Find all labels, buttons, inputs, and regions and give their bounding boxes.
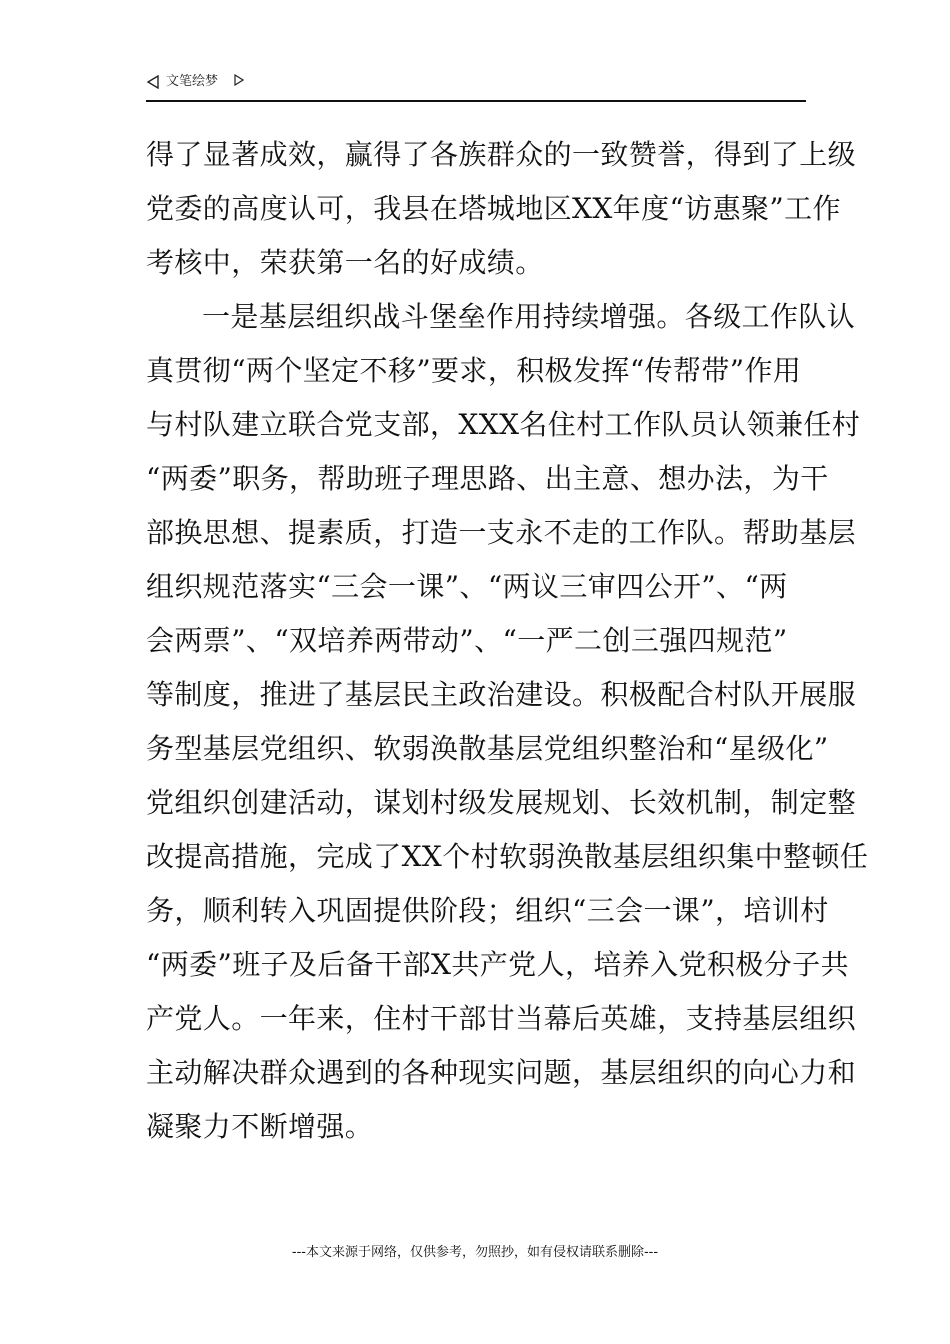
body-line: 部换思想、提素质，打造一支永不走的工作队。帮助基层 [146,516,857,549]
body-line: 党组织创建活动，谋划村级发展规划、长效机制，制定整 [146,786,857,819]
right-triangle-icon [234,74,244,86]
body-line: 真贯彻“两个坚定不移”要求，积极发挥“传帮带”作用 [146,354,802,387]
header-title: 文笔绘梦 [166,74,219,89]
body-line: 务型基层党组织、软弱涣散基层党组织整治和“星级化” [146,732,829,765]
body-line: 等制度，推进了基层民主政治建设。积极配合村队开展服 [146,678,857,711]
left-triangle-icon [146,75,160,89]
body-line: 党委的高度认可，我县在塔城地区XX年度“访惠聚”工作 [146,192,841,225]
body-line: 得了显著成效，赢得了各族群众的一致赞誉，得到了上级 [146,138,857,171]
body-line: 凝聚力不断增强。 [146,1110,374,1143]
body-line: 主动解决群众遇到的各种现实问题，基层组织的向心力和 [146,1056,857,1089]
body-line: 与村队建立联合党支部，XXX名住村工作队员认领兼任村 [146,408,861,441]
body-line: “两委”班子及后备干部X共产党人，培养入党积极分子共 [146,948,849,981]
paragraph-first-line: 一是基层组织战斗堡垒作用持续增强。各级工作队认 [202,300,856,333]
document-body [146,128,869,1154]
body-line: 考核中，荣获第一名的好成绩。 [146,246,544,279]
body-line: 会两票”、“双培养两带动”、“一严二创三强四规范” [146,624,788,657]
page-header [146,68,806,102]
footer-disclaimer: ---本文来源于网络，仅供参考，勿照抄，如有侵权请联系删除--- [291,1245,659,1260]
body-line: 组织规范落实“三会一课”、“两议三审四公开”、“两 [146,570,788,603]
body-line: 产党人。一年来，住村干部甘当幕后英雄，支持基层组织 [146,1002,857,1035]
body-line: “两委”职务，帮助班子理思路、出主意、想办法，为干 [146,462,829,495]
body-line: 务，顺利转入巩固提供阶段；组织“三会一课”，培训村 [146,894,829,927]
body-line: 改提高措施，完成了XX个村软弱涣散基层组织集中整顿任 [146,840,869,873]
